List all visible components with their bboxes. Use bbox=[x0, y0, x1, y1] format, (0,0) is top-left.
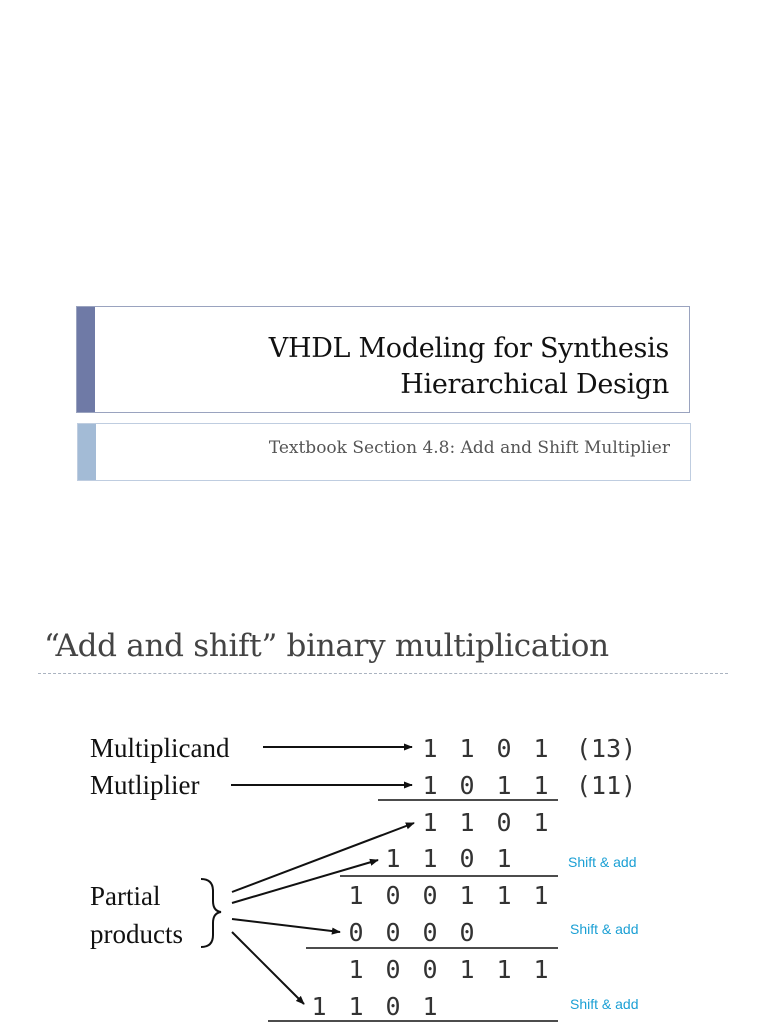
sum-digit: 1 bbox=[459, 881, 475, 910]
sum-digit: 0 bbox=[422, 955, 438, 984]
partial-product-row-1 bbox=[422, 808, 548, 837]
multiplier-digit: 1 bbox=[533, 771, 549, 800]
multiplier-digit: 1 bbox=[422, 771, 438, 800]
shift-add-note-2: Shift & add bbox=[570, 921, 639, 937]
partial-products-label-line-1: Partial bbox=[90, 881, 161, 911]
partial-product-digit: 1 bbox=[422, 992, 438, 1021]
multiplier-digit: 1 bbox=[496, 771, 512, 800]
multiplier-label: Mutliplier bbox=[90, 770, 200, 800]
partial-products-brace bbox=[201, 879, 221, 947]
multiplier-digit: 0 bbox=[459, 771, 475, 800]
sum-digit: 0 bbox=[422, 881, 438, 910]
partial-product-digit: 0 bbox=[459, 918, 475, 947]
partial-product-digit: 0 bbox=[385, 918, 401, 947]
multiplicand-decimal: (13) bbox=[576, 734, 637, 763]
partial-product-row-2 bbox=[385, 844, 511, 873]
multiplicand-row bbox=[422, 734, 636, 763]
slide-heading: “Add and shift” binary multiplication bbox=[44, 628, 609, 664]
multiplicand-digit: 0 bbox=[496, 734, 512, 763]
partial-product-digit: 0 bbox=[385, 992, 401, 1021]
running-sum-row-1 bbox=[348, 881, 548, 910]
partial-product-row-3 bbox=[348, 918, 474, 947]
partial-products-label-line-2: products bbox=[90, 919, 183, 949]
multiplicand-digit: 1 bbox=[533, 734, 549, 763]
partial-product-arrow-4 bbox=[232, 932, 304, 1004]
partial-product-digit: 1 bbox=[496, 844, 512, 873]
multiplicand-digit: 1 bbox=[459, 734, 475, 763]
sum-digit: 1 bbox=[533, 881, 549, 910]
slide-title-line-1: VHDL Modeling for Synthesis bbox=[268, 333, 669, 364]
multiplicand-label: Multiplicand bbox=[90, 733, 230, 763]
multiplicand-digit: 1 bbox=[422, 734, 438, 763]
partial-product-digit: 1 bbox=[348, 992, 364, 1021]
multiplier-row bbox=[422, 771, 636, 800]
partial-product-digit: 1 bbox=[459, 808, 475, 837]
sum-digit: 1 bbox=[459, 955, 475, 984]
slide-title-line-2: Hierarchical Design bbox=[400, 369, 669, 400]
partial-product-digit: 1 bbox=[311, 992, 327, 1021]
partial-product-digit: 1 bbox=[385, 844, 401, 873]
sum-digit: 0 bbox=[385, 955, 401, 984]
partial-product-row-4 bbox=[311, 992, 437, 1021]
shift-add-note-1: Shift & add bbox=[568, 854, 637, 870]
partial-product-digit: 1 bbox=[422, 808, 438, 837]
partial-product-digit: 0 bbox=[459, 844, 475, 873]
sum-digit: 1 bbox=[496, 955, 512, 984]
slide-subtitle: Textbook Section 4.8: Add and Shift Multiplier bbox=[268, 438, 670, 458]
shift-add-note-3: Shift & add bbox=[570, 996, 639, 1012]
sum-digit: 0 bbox=[385, 881, 401, 910]
partial-product-digit: 0 bbox=[496, 808, 512, 837]
multiplier-decimal: (11) bbox=[576, 771, 637, 800]
partial-product-digit: 1 bbox=[422, 844, 438, 873]
running-sum-row-2 bbox=[348, 955, 548, 984]
sum-digit: 1 bbox=[348, 881, 364, 910]
sum-digit: 1 bbox=[348, 955, 364, 984]
sum-digit: 1 bbox=[533, 955, 549, 984]
sum-digit: 1 bbox=[496, 881, 512, 910]
partial-product-digit: 1 bbox=[533, 808, 549, 837]
partial-product-digit: 0 bbox=[348, 918, 364, 947]
partial-product-arrow-3 bbox=[232, 919, 340, 932]
partial-product-digit: 0 bbox=[422, 918, 438, 947]
